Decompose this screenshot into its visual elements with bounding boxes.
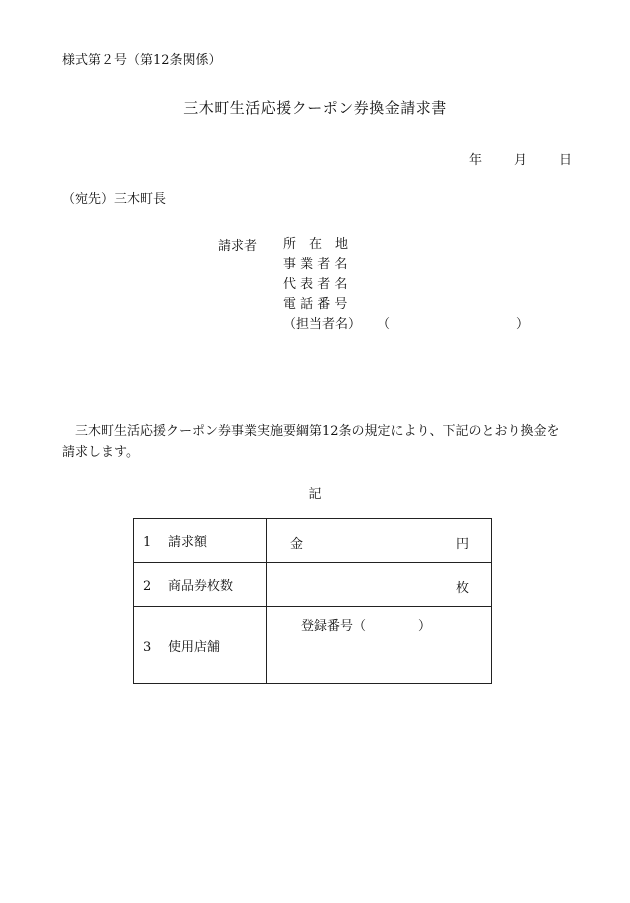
date-line — [469, 149, 572, 168]
amount-prefix: 金 — [290, 537, 304, 552]
paren-open: （ — [377, 317, 391, 332]
table-row — [134, 519, 492, 563]
item-number: 2 — [143, 579, 152, 594]
field-address-label: 所 在 地 — [283, 237, 349, 252]
field-business-name-label: 事 業 者 名 — [283, 257, 348, 272]
date-day-label: 日 — [559, 153, 573, 168]
registration-close: ） — [418, 619, 432, 634]
field-phone-label: 電 話 番 号 — [283, 297, 348, 312]
amount-unit: 円 — [455, 537, 469, 552]
request-statement: 三木町生活応援クーポン券事業実施要綱第12条の規定により、下記のとおり換金を請求します。 — [62, 424, 560, 460]
paren-close: ） — [516, 317, 530, 332]
claim-amount-field[interactable] — [267, 519, 492, 563]
contact-person-label: （担当者名） — [283, 317, 362, 332]
item-number: 3 — [143, 639, 152, 655]
registration-number — [301, 615, 431, 634]
item-label: 請求額 — [168, 535, 208, 550]
detail-table — [133, 518, 492, 684]
item-label-cell — [134, 519, 267, 563]
contact-person-blank[interactable] — [377, 315, 529, 335]
item-label-cell — [134, 563, 267, 607]
item-label: 商品券枚数 — [168, 579, 234, 594]
document-title: 三木町生活応援クーポン券換金請求書 — [183, 99, 447, 117]
item-label-cell — [134, 607, 267, 684]
table-row — [134, 607, 492, 684]
store-field[interactable] — [267, 607, 492, 684]
claimant-fields — [283, 235, 529, 335]
field-representative-label: 代 表 者 名 — [283, 277, 348, 292]
count-unit: 枚 — [455, 581, 469, 596]
registration-label: 登録番号（ — [301, 619, 367, 634]
field-contact-person — [283, 315, 529, 335]
date-year-label: 年 — [469, 153, 483, 168]
table-row — [134, 563, 492, 607]
addressee: （宛先）三木町長 — [62, 192, 167, 207]
ki-heading: 記 — [308, 487, 322, 502]
voucher-count-field[interactable] — [267, 563, 492, 607]
date-month-label: 月 — [514, 153, 528, 168]
form-number: 様式第２号（第12条関係） — [62, 53, 222, 68]
claimant-label: 請求者 — [218, 239, 258, 254]
item-label: 使用店舗 — [168, 639, 221, 655]
item-number: 1 — [143, 535, 152, 550]
